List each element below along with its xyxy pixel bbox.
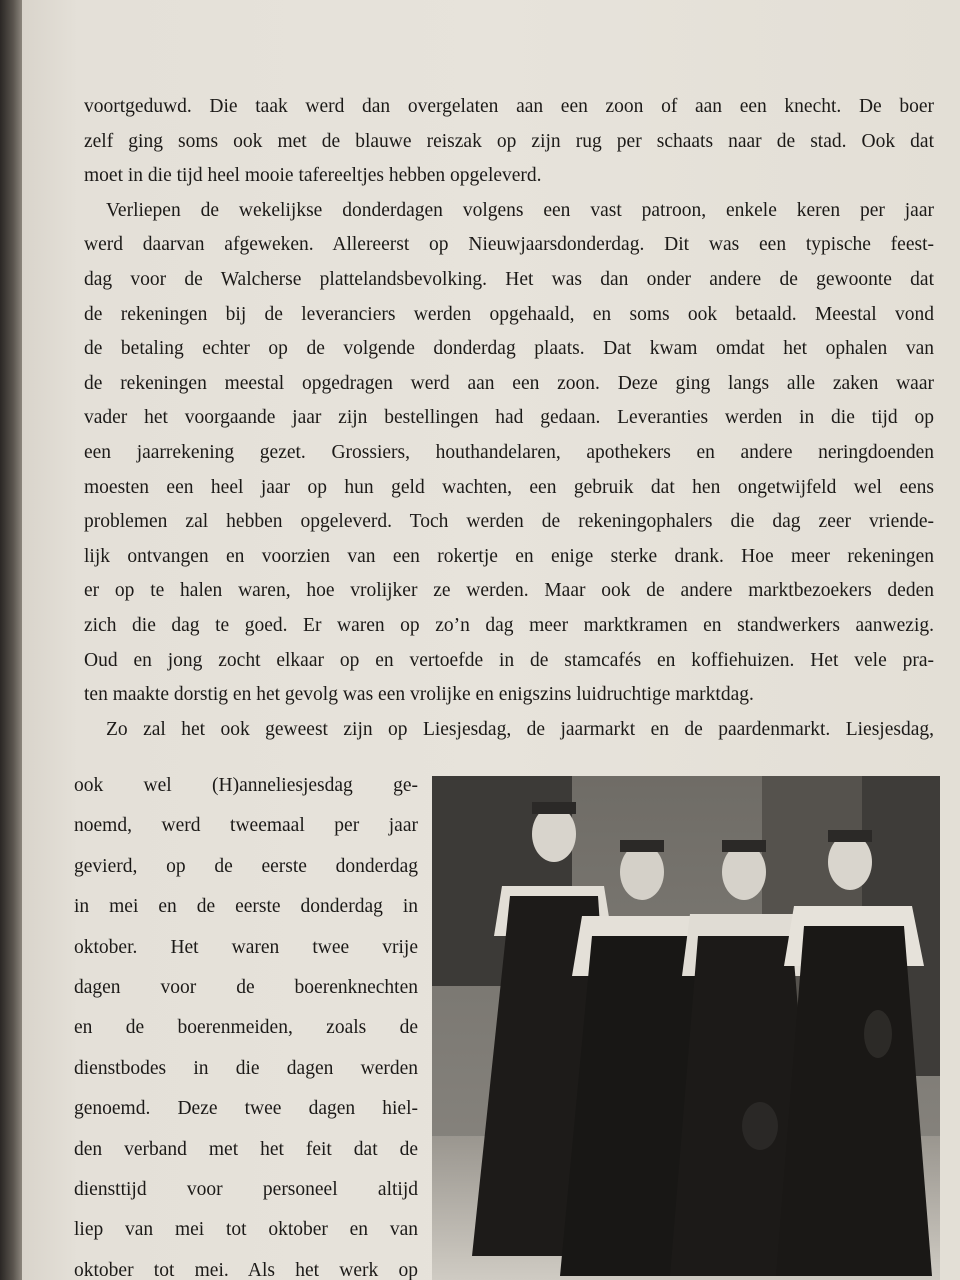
text-line: vader het voorgaande jaar zijn bestellingen had gedaan. Leveranties werden in die tijd op [84,407,934,429]
text-line: genoemd. Deze twee dagen hiel- [74,1098,418,1120]
text-line: en de boerenmeiden, zoals de [74,1017,418,1039]
photo-illustration [432,776,940,1280]
page-body-text [84,90,934,747]
text-line: ten maakte dorstig en het gevolg was een vrolijke en enigszins luidruchtige marktdag. [84,684,754,706]
text-line: Verliepen de wekelijkse donderdagen volgens een vast patroon, enkele keren per jaar [106,199,934,221]
text-line: lijk ontvangen en voorzien van een rokertje en enige sterke drank. Hoe meer rekeningen [84,545,934,567]
text-line: zich die dag te goed. Er waren op zo’n dag meer marktkramen en standwerkers aanwezig. [84,614,934,636]
historic-photo [432,776,940,1280]
text-line: Oud en jong zocht elkaar op en vertoefde in de stamcafés en koffiehuizen. Het vele pra- [84,649,934,671]
paragraph-1 [84,90,934,194]
text-line: oktober. Het waren twee vrije [74,936,418,958]
text-line: oktober tot mei. Als het werk op [74,1259,418,1280]
book-spine-shadow [0,0,22,1280]
text-line: liep van mei tot oktober en van [74,1219,418,1241]
text-line: de rekeningen bij de leveranciers werden opgehaald, en soms ook betaald. Meestal vond [84,303,934,325]
text-line: moesten een heel jaar op hun geld wachten, een gebruik dat hen ongetwijfeld wel eens [84,476,934,498]
book-page [22,0,960,1280]
text-line: moet in die tijd heel mooie tafereeltjes hebben opgeleverd. [84,165,542,187]
text-line: in mei en de eerste donderdag in [74,896,418,918]
paragraph-3-column [74,766,418,1280]
text-line: dagen voor de boerenknechten [74,977,418,999]
text-line: noemd, werd tweemaal per jaar [74,815,418,837]
paragraph-3-intro [84,713,934,748]
text-line: werd daarvan afgeweken. Allereerst op Nieuwjaarsdonderdag. Dit was een typische feest- [84,234,934,256]
text-line: de betaling echter op de volgende donderdag plaats. Dat kwam omdat het ophalen van [84,338,934,360]
text-line: dienstbodes in die dagen werden [74,1057,418,1079]
text-line: er op te halen waren, hoe vrolijker ze werden. Maar ook de andere marktbezoekers deden [84,580,934,602]
text-line: gevierd, op de eerste donderdag [74,855,418,877]
text-line: den verband met het feit dat de [74,1138,418,1160]
text-line: zelf ging soms ook met de blauwe reiszak op zijn rug per schaats naar de stad. Ook dat [84,130,934,152]
text-line: de rekeningen meestal opgedragen werd aan een zoon. Deze ging langs alle zaken waar [84,372,934,394]
text-line: een jaarrekening gezet. Grossiers, houthandelaren, apothekers en andere neringdoenden [84,441,934,463]
text-line: dag voor de Walcherse plattelandsbevolking. Het was dan onder andere de gewoonte dat [84,268,934,290]
text-line: diensttijd voor personeel altijd [74,1179,418,1201]
text-line: ook wel (H)anneliesjesdag ge- [74,775,418,796]
text-line: voortgeduwd. Die taak werd dan overgelaten aan een zoon of aan een knecht. De boer [84,96,934,117]
paragraph-2 [84,194,934,713]
text-line: problemen zal hebben opgeleverd. Toch werden de rekeningophalers die dag zeer vriende- [84,511,934,533]
text-line: Zo zal het ook geweest zijn op Liesjesdag, de jaarmarkt en de paardenmarkt. Liesjesdag, [106,718,934,740]
